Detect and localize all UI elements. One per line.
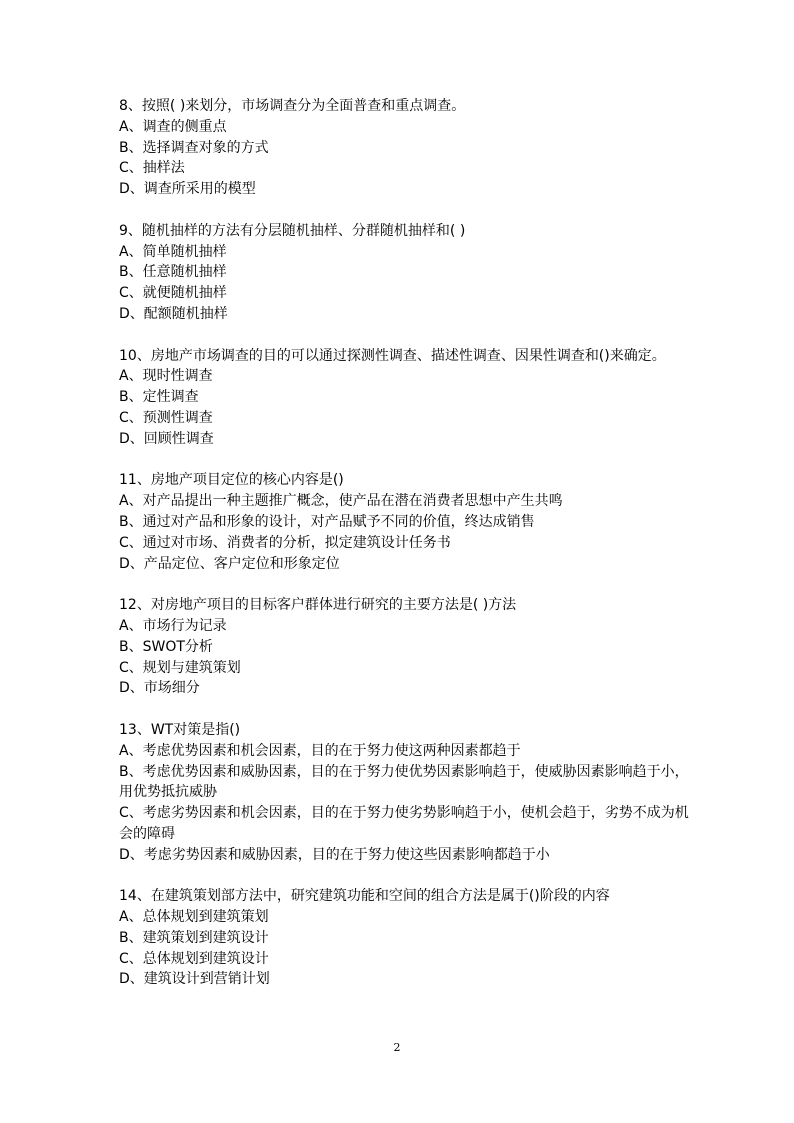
answer-option: C、抽样法	[119, 160, 185, 177]
answer-option: B、通过对产品和形象的设计，对产品赋予不同的价值，终达成销售	[119, 513, 535, 530]
answer-option: C、预测性调查	[119, 409, 213, 426]
answer-option: A、现时性调查	[119, 368, 213, 385]
question-stem: 9、随机抽样的方法有分层随机抽样、分群随机抽样和( )	[119, 222, 466, 239]
answer-option: A、市场行为记录	[119, 617, 227, 634]
answer-option: B、建筑策划到建筑设计	[119, 929, 269, 946]
answer-option: A、简单随机抽样	[119, 243, 227, 260]
question-block	[119, 720, 691, 866]
question-block	[119, 595, 691, 699]
answer-option: B、定性调查	[119, 389, 199, 406]
answer-option: B、考虑优势因素和威胁因素，目的在于努力使优势因素影响趋于，使威胁因素影响趋于小，用优势抵抗威胁	[119, 763, 689, 801]
answer-option: A、对产品提出一种主题推广概念，使产品在潜在消费者思想中产生共鸣	[119, 493, 563, 510]
answer-option: D、产品定位、客户定位和形象定位	[119, 555, 340, 572]
page-number: 2	[393, 1041, 401, 1054]
answer-option: D、市场细分	[119, 680, 200, 697]
question-stem: 10、房地产市场调查的目的可以通过探测性调查、描述性调查、因果性调查和()来确定。	[119, 347, 666, 364]
question-block	[119, 96, 691, 200]
question-stem: 11、房地产项目定位的核心内容是()	[119, 472, 344, 489]
question-stem: 12、对房地产项目的目标客户群体进行研究的主要方法是( )方法	[119, 597, 517, 614]
question-block	[119, 886, 691, 990]
question-stem: 14、在建筑策划部方法中，研究建筑功能和空间的组合方法是属于()阶段的内容	[119, 888, 610, 905]
answer-option: D、考虑劣势因素和威胁因素，目的在于努力使这些因素影响都趋于小	[119, 846, 550, 863]
answer-option: C、规划与建筑策划	[119, 659, 241, 676]
answer-option: D、回顾性调查	[119, 430, 214, 447]
question-block	[119, 221, 691, 325]
question-block	[119, 346, 691, 450]
answer-option: A、总体规划到建筑策划	[119, 909, 269, 926]
answer-option: A、调查的侧重点	[119, 118, 227, 135]
answer-option: C、就便随机抽样	[119, 285, 227, 302]
answer-option: D、建筑设计到营销计划	[119, 971, 270, 988]
answer-option: D、配额随机抽样	[119, 305, 228, 322]
answer-option: B、任意随机抽样	[119, 264, 227, 281]
answer-option: C、通过对市场、消费者的分析，拟定建筑设计任务书	[119, 534, 451, 551]
question-stem: 8、按照( )来划分，市场调查分为全面普查和重点调查。	[119, 98, 466, 114]
answer-option: B、选择调查对象的方式	[119, 139, 269, 156]
answer-option: C、总体规划到建筑设计	[119, 950, 269, 967]
answer-option: C、考虑劣势因素和机会因素，目的在于努力使劣势影响趋于小，使机会趋于，劣势不成为机会的障碍	[119, 805, 689, 842]
answer-option: B、SWOT分析	[119, 638, 213, 655]
answer-option: A、考虑优势因素和机会因素，目的在于努力使这两种因素都趋于	[119, 742, 521, 759]
answer-option: D、调查所采用的模型	[119, 181, 256, 198]
question-stem: 13、WT对策是指()	[119, 721, 241, 738]
question-block	[119, 470, 691, 574]
document-body	[119, 96, 691, 1011]
